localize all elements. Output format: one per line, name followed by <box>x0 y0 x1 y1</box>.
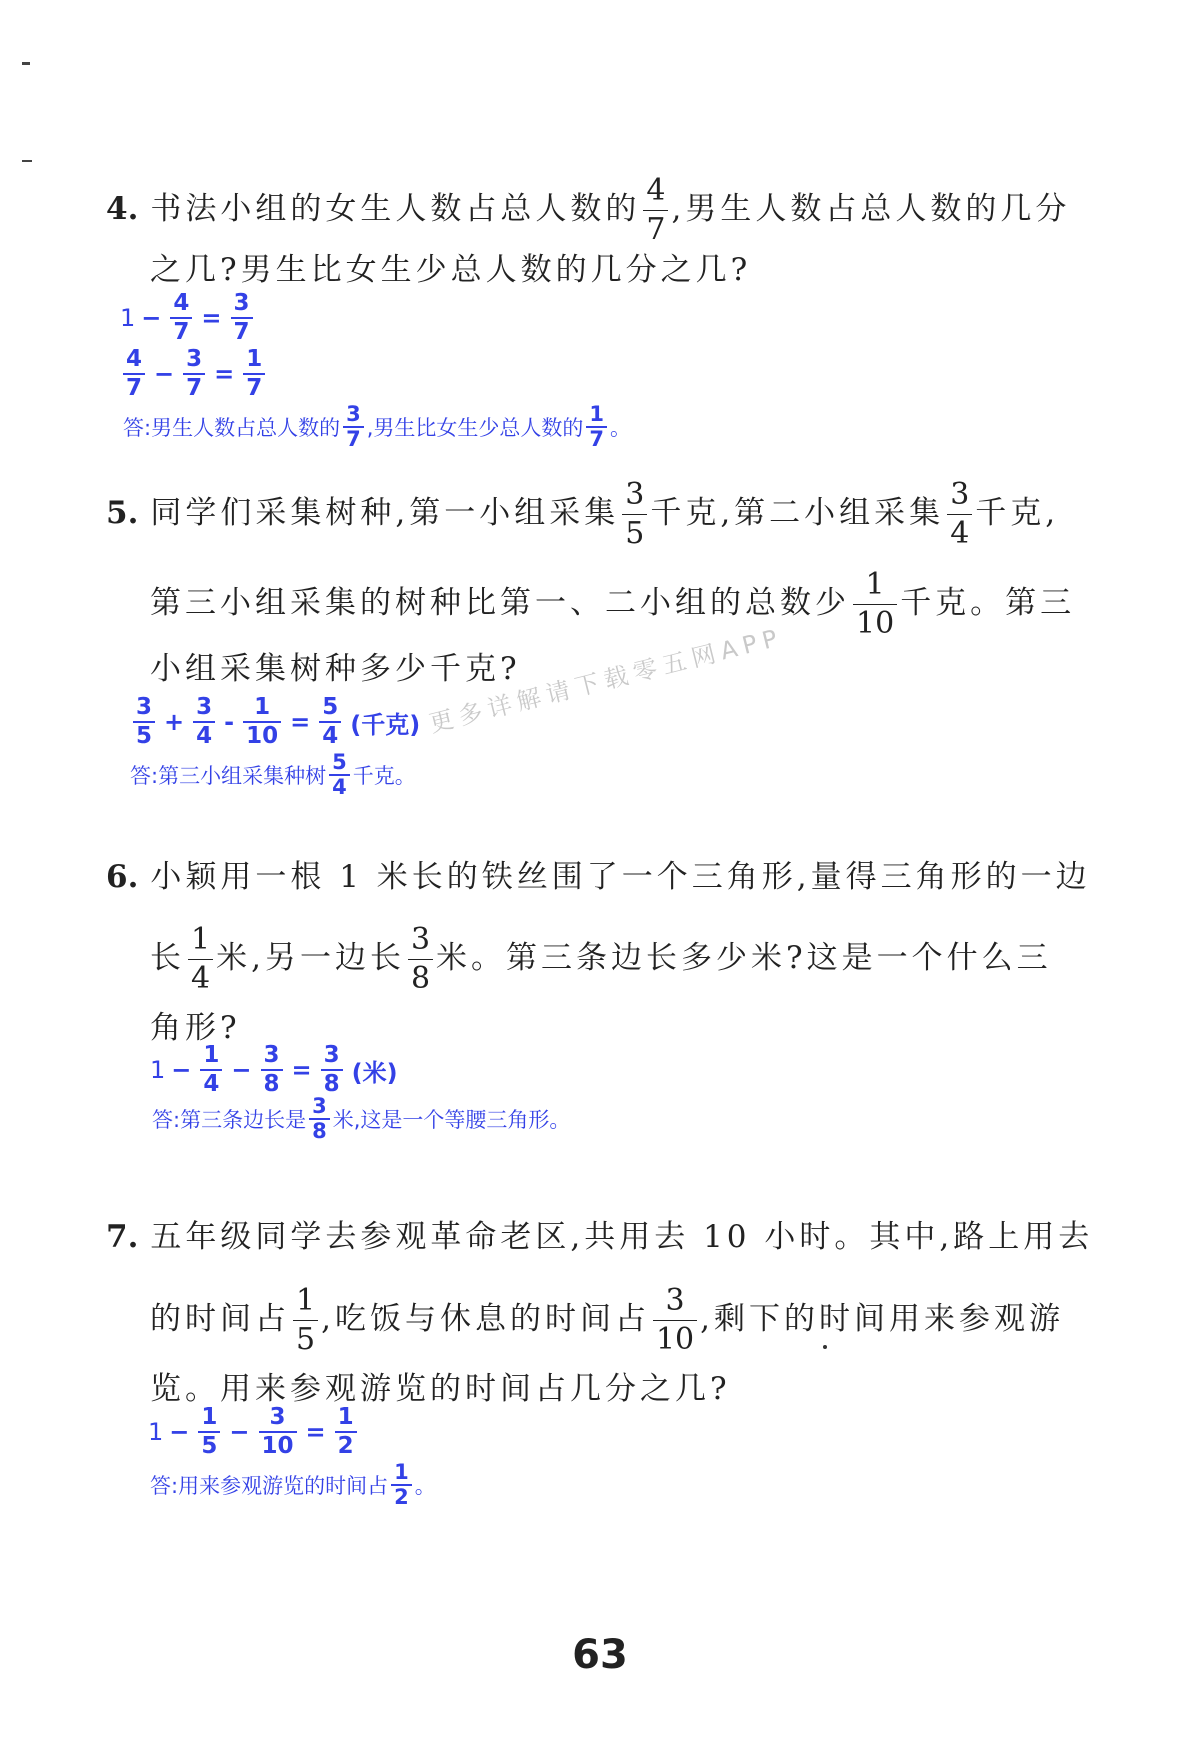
q6-answer: 答:第三条边长是 $\frac{3}{8}$ 米,这是一个等腰三角形。 <box>152 1094 571 1143</box>
q5-line3: 小组采集树种多少千克? <box>150 651 521 687</box>
fraction: $\frac{1}{2}$ <box>335 1406 357 1458</box>
q6-line2: 长 $\frac{1}{4}$ 米,另一边长 $\frac{3}{8}$ 米。第三条边长多少米?这是一个什么三 <box>150 922 1052 996</box>
fraction: $\frac{3}{7}$ <box>183 348 205 400</box>
fraction: $\frac{1}{7}$ <box>586 404 607 450</box>
fraction: $\frac{3}{10}$ <box>653 1286 697 1355</box>
q5-line2: 第三小组采集的树种比第一、二小组的总数少 $\frac{1}{10}$ 千克。第三 <box>150 567 1076 641</box>
q6-line3: 角形? <box>150 1010 241 1046</box>
fraction: $\frac{3}{4}$ <box>193 696 215 748</box>
q7-answer: 答:用来参观游览的时间占 $\frac{1}{2}$ 。 <box>150 1460 436 1509</box>
q7-number: 7. <box>106 1219 139 1255</box>
q4-number: 4. <box>106 191 139 227</box>
scan-mark <box>22 160 32 162</box>
fraction: $\frac{3}{7}$ <box>343 404 364 450</box>
fraction: $\frac{3}{5}$ <box>133 696 155 748</box>
q5-number: 5. <box>106 495 139 531</box>
fraction: $\frac{3}{5}$ <box>622 480 647 549</box>
emphasis-dot <box>823 1345 827 1349</box>
fraction: $\frac{4}{7}$ <box>123 348 145 400</box>
fraction: $\frac{3}{8}$ <box>321 1044 343 1096</box>
q4-line1: 4. 书法小组的女生人数占总人数的 $\frac{4}{7}$ ,男生人数占总人数的几分 <box>106 173 1071 247</box>
q5-line1: 5. 同学们采集树种,第一小组采集 $\frac{3}{5}$ 千克,第二小组采集 $\frac{3}{4}$ 千克, <box>106 477 1060 551</box>
q7-line1: 7. 五年级同学去参观革命老区,共用去 10 小时。其中,路上用去 <box>106 1219 1094 1255</box>
q4-answer: 答:男生人数占总人数的 $\frac{3}{7}$ ,男生比女生少总人数的 $\frac{1}{7}$ 。 <box>123 402 632 451</box>
q6-equation: 1 − $\frac{1}{4}$ − $\frac{3}{8}$ = $\frac{3}{8}$ (米) <box>150 1042 398 1097</box>
fraction: $\frac{3}{4}$ <box>947 480 972 549</box>
fraction: $\frac{3}{10}$ <box>259 1406 297 1458</box>
scan-mark <box>22 62 30 65</box>
fraction: $\frac{1}{4}$ <box>188 925 213 994</box>
page-number: 63 <box>572 1632 628 1678</box>
fraction: $\frac{5}{4}$ <box>329 752 350 798</box>
fraction: $\frac{1}{2}$ <box>391 1462 412 1508</box>
q5-answer: 答:第三小组采集种树 $\frac{5}{4}$ 千克。 <box>130 750 416 799</box>
q4-equation-1: 1 − $\frac{4}{7}$ = $\frac{3}{7}$ <box>120 292 256 344</box>
fraction: $\frac{1}{10}$ <box>243 696 281 748</box>
fraction: $\frac{1}{4}$ <box>200 1044 222 1096</box>
fraction: $\frac{3}{8}$ <box>408 925 433 994</box>
fraction: $\frac{3}{7}$ <box>231 292 253 344</box>
fraction: $\frac{1}{7}$ <box>243 348 265 400</box>
fraction: $\frac{1}{5}$ <box>293 1286 318 1355</box>
fraction: $\frac{3}{8}$ <box>309 1096 330 1142</box>
q5-equation: $\frac{3}{5}$ + $\frac{3}{4}$ - $\frac{1}{10}$ = $\frac{5}{4}$ (千克) <box>130 696 420 748</box>
q6-line1: 6. 小颖用一根 1 米长的铁丝围了一个三角形,量得三角形的一边 <box>106 859 1091 895</box>
q6-number: 6. <box>106 859 139 895</box>
watermark: 更多详解请下载零五网APP <box>426 622 786 738</box>
fraction: $\frac{1}{10}$ <box>853 570 897 639</box>
q7-line3: 览。用来参观游览的时间占几分之几? <box>150 1371 731 1407</box>
q7-line2: 的时间占 $\frac{1}{5}$ ,吃饭与休息的时间占 $\frac{3}{10}$ ,剩下的时间用来参观游 <box>150 1283 1064 1357</box>
fraction: $\frac{5}{4}$ <box>319 696 341 748</box>
q4-line2: 之几?男生比女生少总人数的几分之几? <box>150 252 752 288</box>
fraction: $\frac{3}{8}$ <box>261 1044 283 1096</box>
q4-equation-2: $\frac{4}{7}$ − $\frac{3}{7}$ = $\frac{1}{7}$ <box>120 348 268 400</box>
q7-equation: 1 − $\frac{1}{5}$ − $\frac{3}{10}$ = $\frac{1}{2}$ <box>148 1406 360 1458</box>
fraction: $\frac{1}{5}$ <box>198 1406 220 1458</box>
fraction: $\frac{4}{7}$ <box>170 292 192 344</box>
fraction: $\frac{4}{7}$ <box>643 176 668 245</box>
